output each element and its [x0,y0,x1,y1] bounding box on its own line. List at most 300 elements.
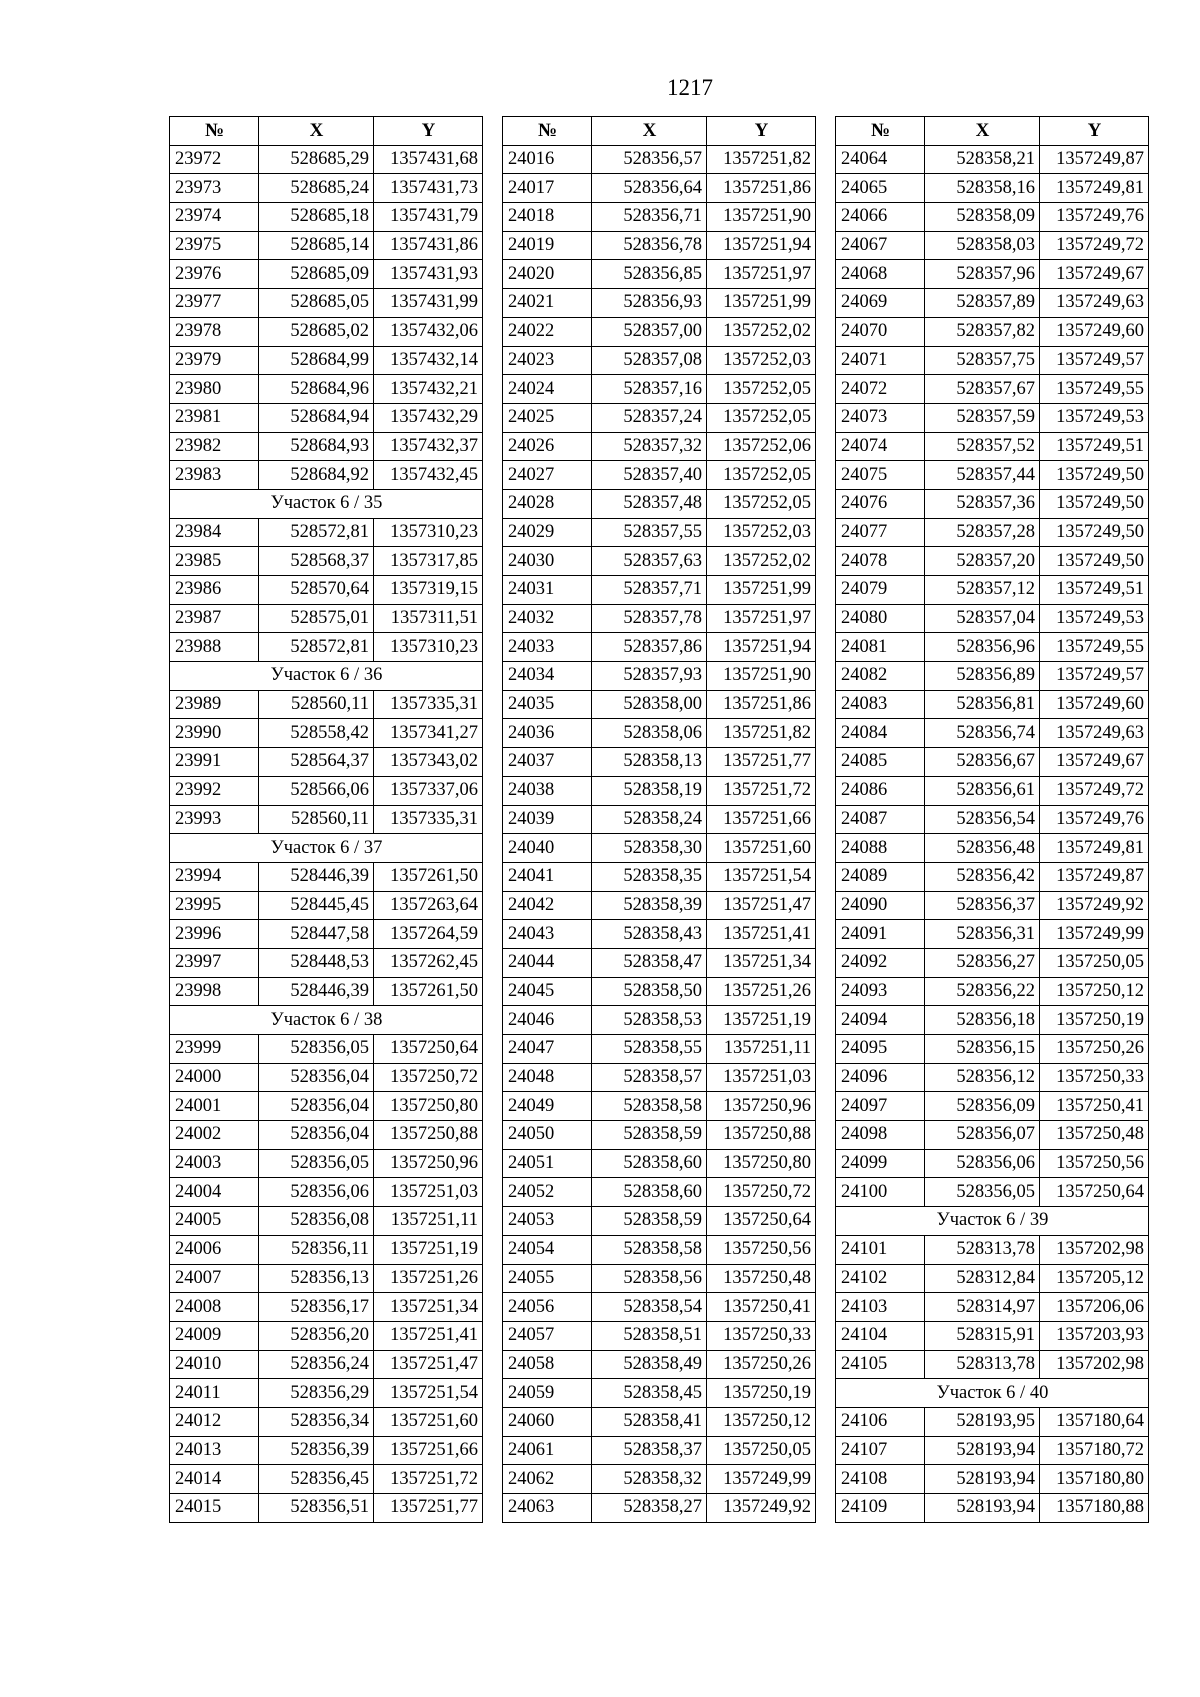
y-coordinate: 1357249,55 [1040,375,1149,404]
point-number: 24074 [836,432,925,461]
table-row [836,1063,1149,1092]
table-row [503,289,816,318]
point-number: 24049 [503,1092,592,1121]
point-number: 24037 [503,748,592,777]
page-number: 1217 [667,75,713,100]
point-number: 24009 [170,1321,259,1350]
table-row [503,862,816,891]
y-coordinate: 1357311,51 [374,604,483,633]
coordinates-table-2 [502,116,816,1523]
y-coordinate: 1357250,48 [1040,1121,1149,1150]
x-coordinate: 528356,07 [925,1121,1040,1150]
point-number: 24056 [503,1293,592,1322]
section-title: Участок 6 / 40 [836,1379,1149,1408]
point-number: 24050 [503,1121,592,1150]
table-row [170,1379,483,1408]
point-number: 24104 [836,1321,925,1350]
table-row [836,1035,1149,1064]
x-coordinate: 528358,49 [592,1350,707,1379]
y-coordinate: 1357249,92 [707,1494,816,1523]
y-coordinate: 1357180,80 [1040,1465,1149,1494]
point-number: 23996 [170,920,259,949]
point-number: 24017 [503,174,592,203]
x-coordinate: 528358,60 [592,1149,707,1178]
point-number: 23978 [170,317,259,346]
point-number: 23980 [170,375,259,404]
x-coordinate: 528312,84 [925,1264,1040,1293]
x-coordinate: 528356,08 [259,1207,374,1236]
table-row [503,432,816,461]
y-coordinate: 1357250,64 [707,1207,816,1236]
x-coordinate: 528358,57 [592,1063,707,1092]
y-coordinate: 1357250,05 [1040,948,1149,977]
table-row [503,1149,816,1178]
point-number: 24109 [836,1494,925,1523]
x-coordinate: 528685,09 [259,260,374,289]
y-coordinate: 1357250,96 [707,1092,816,1121]
table-row [836,518,1149,547]
x-coordinate: 528357,89 [925,289,1040,318]
x-coordinate: 528356,89 [925,662,1040,691]
y-coordinate: 1357432,37 [374,432,483,461]
x-coordinate: 528358,53 [592,1006,707,1035]
y-coordinate: 1357205,12 [1040,1264,1149,1293]
x-coordinate: 528445,45 [259,891,374,920]
point-number: 24107 [836,1436,925,1465]
y-coordinate: 1357335,31 [374,805,483,834]
y-coordinate: 1357249,50 [1040,547,1149,576]
table-row [170,1207,483,1236]
y-coordinate: 1357249,50 [1040,461,1149,490]
point-number: 24004 [170,1178,259,1207]
x-coordinate: 528356,85 [592,260,707,289]
point-number: 24106 [836,1407,925,1436]
point-number: 23985 [170,547,259,576]
x-coordinate: 528356,31 [925,920,1040,949]
table-row [836,461,1149,490]
x-coordinate: 528356,15 [925,1035,1040,1064]
table-row [170,203,483,232]
table-row [836,748,1149,777]
header-y: Y [374,117,483,146]
x-coordinate: 528193,94 [925,1494,1040,1523]
table-row [503,690,816,719]
point-number: 24058 [503,1350,592,1379]
x-coordinate: 528358,39 [592,891,707,920]
y-coordinate: 1357180,72 [1040,1436,1149,1465]
table-row [170,1465,483,1494]
point-number: 24002 [170,1121,259,1150]
table-row [836,1494,1149,1523]
y-coordinate: 1357251,41 [707,920,816,949]
point-number: 23999 [170,1035,259,1064]
x-coordinate: 528358,59 [592,1207,707,1236]
table-row [503,920,816,949]
header-number: № [836,117,925,146]
x-coordinate: 528315,91 [925,1321,1040,1350]
point-number: 23977 [170,289,259,318]
y-coordinate: 1357251,86 [707,174,816,203]
y-coordinate: 1357250,26 [707,1350,816,1379]
x-coordinate: 528357,67 [925,375,1040,404]
point-number: 24068 [836,260,925,289]
x-coordinate: 528357,00 [592,317,707,346]
point-number: 24035 [503,690,592,719]
x-coordinate: 528356,78 [592,231,707,260]
y-coordinate: 1357249,63 [1040,289,1149,318]
x-coordinate: 528358,56 [592,1264,707,1293]
point-number: 24075 [836,461,925,490]
table-row [836,862,1149,891]
table-row [503,203,816,232]
x-coordinate: 528358,16 [925,174,1040,203]
section-row [836,1379,1149,1408]
table-row [170,805,483,834]
point-number: 24040 [503,834,592,863]
table-row [503,1350,816,1379]
x-coordinate: 528356,37 [925,891,1040,920]
table-row [170,1321,483,1350]
table-row [503,260,816,289]
x-coordinate: 528566,06 [259,776,374,805]
table-row [836,633,1149,662]
x-coordinate: 528356,71 [592,203,707,232]
y-coordinate: 1357250,12 [707,1407,816,1436]
x-coordinate: 528314,97 [925,1293,1040,1322]
table-row [170,317,483,346]
y-coordinate: 1357251,72 [374,1465,483,1494]
point-number: 24018 [503,203,592,232]
y-coordinate: 1357249,55 [1040,633,1149,662]
point-number: 24013 [170,1436,259,1465]
x-coordinate: 528685,29 [259,145,374,174]
point-number: 24010 [170,1350,259,1379]
y-coordinate: 1357252,03 [707,518,816,547]
table-row [836,145,1149,174]
x-coordinate: 528684,93 [259,432,374,461]
point-number: 24021 [503,289,592,318]
point-number: 24073 [836,403,925,432]
y-coordinate: 1357431,99 [374,289,483,318]
point-number: 24014 [170,1465,259,1494]
x-coordinate: 528357,59 [925,403,1040,432]
point-number: 24054 [503,1235,592,1264]
section-title: Участок 6 / 39 [836,1207,1149,1236]
table-row [836,805,1149,834]
y-coordinate: 1357250,96 [374,1149,483,1178]
y-coordinate: 1357202,98 [1040,1235,1149,1264]
table-row [503,805,816,834]
y-coordinate: 1357249,63 [1040,719,1149,748]
point-number: 24033 [503,633,592,662]
y-coordinate: 1357432,21 [374,375,483,404]
point-number: 24036 [503,719,592,748]
table-row [836,1235,1149,1264]
y-coordinate: 1357262,45 [374,948,483,977]
y-coordinate: 1357249,60 [1040,690,1149,719]
table-row [170,1264,483,1293]
point-number: 23993 [170,805,259,834]
y-coordinate: 1357249,72 [1040,776,1149,805]
table-row [503,576,816,605]
y-coordinate: 1357250,88 [707,1121,816,1150]
point-number: 24008 [170,1293,259,1322]
x-coordinate: 528357,12 [925,576,1040,605]
x-coordinate: 528356,17 [259,1293,374,1322]
y-coordinate: 1357250,12 [1040,977,1149,1006]
x-coordinate: 528357,78 [592,604,707,633]
point-number: 23994 [170,862,259,891]
x-coordinate: 528356,05 [925,1178,1040,1207]
point-number: 24055 [503,1264,592,1293]
x-coordinate: 528358,21 [925,145,1040,174]
x-coordinate: 528357,32 [592,432,707,461]
y-coordinate: 1357251,41 [374,1321,483,1350]
table-row [503,1006,816,1035]
point-number: 24094 [836,1006,925,1035]
y-coordinate: 1357251,77 [374,1494,483,1523]
table-row [836,920,1149,949]
point-number: 24000 [170,1063,259,1092]
point-number: 24034 [503,662,592,691]
x-coordinate: 528357,52 [925,432,1040,461]
table-row [503,948,816,977]
table-row [170,776,483,805]
x-coordinate: 528358,30 [592,834,707,863]
table-row [503,662,816,691]
table-row [836,977,1149,1006]
x-coordinate: 528358,32 [592,1465,707,1494]
table-row [836,231,1149,260]
point-number: 24080 [836,604,925,633]
x-coordinate: 528356,24 [259,1350,374,1379]
table-row [836,1006,1149,1035]
table-row [503,461,816,490]
point-number: 24022 [503,317,592,346]
y-coordinate: 1357249,53 [1040,403,1149,432]
y-coordinate: 1357251,60 [707,834,816,863]
y-coordinate: 1357251,99 [707,289,816,318]
y-coordinate: 1357261,50 [374,862,483,891]
table-row [836,1121,1149,1150]
point-number: 23984 [170,518,259,547]
table-row [170,231,483,260]
point-number: 24092 [836,948,925,977]
point-number: 24071 [836,346,925,375]
x-coordinate: 528570,64 [259,576,374,605]
x-coordinate: 528356,54 [925,805,1040,834]
header-y: Y [707,117,816,146]
x-coordinate: 528358,45 [592,1379,707,1408]
point-number: 24062 [503,1465,592,1494]
point-number: 24019 [503,231,592,260]
header-number: № [503,117,592,146]
y-coordinate: 1357249,50 [1040,489,1149,518]
y-coordinate: 1357249,53 [1040,604,1149,633]
point-number: 24064 [836,145,925,174]
y-coordinate: 1357249,99 [1040,920,1149,949]
point-number: 24026 [503,432,592,461]
point-number: 24029 [503,518,592,547]
y-coordinate: 1357252,03 [707,346,816,375]
table-row [170,1494,483,1523]
table-header-row [170,117,483,146]
x-coordinate: 528356,20 [259,1321,374,1350]
x-coordinate: 528357,44 [925,461,1040,490]
point-number: 24087 [836,805,925,834]
x-coordinate: 528356,67 [925,748,1040,777]
point-number: 24081 [836,633,925,662]
y-coordinate: 1357252,02 [707,317,816,346]
table-row [836,604,1149,633]
point-number: 23990 [170,719,259,748]
x-coordinate: 528358,47 [592,948,707,977]
table-row [170,174,483,203]
table-row [170,719,483,748]
y-coordinate: 1357250,72 [707,1178,816,1207]
y-coordinate: 1357250,64 [374,1035,483,1064]
table-row [503,1092,816,1121]
table-row [170,604,483,633]
section-row [170,834,483,863]
table-row [503,1379,816,1408]
table-row [836,948,1149,977]
x-coordinate: 528684,99 [259,346,374,375]
table-row [836,1465,1149,1494]
point-number: 24061 [503,1436,592,1465]
table-row [170,862,483,891]
table-header-row [503,117,816,146]
point-number: 24076 [836,489,925,518]
point-number: 24099 [836,1149,925,1178]
table-row [170,1407,483,1436]
table-row [170,260,483,289]
point-number: 24059 [503,1379,592,1408]
x-coordinate: 528448,53 [259,948,374,977]
y-coordinate: 1357249,57 [1040,346,1149,375]
table-row [503,1321,816,1350]
table-row [503,748,816,777]
header-x: X [259,117,374,146]
point-number: 24066 [836,203,925,232]
x-coordinate: 528357,28 [925,518,1040,547]
y-coordinate: 1357252,05 [707,403,816,432]
table-row [836,346,1149,375]
table-row [170,1149,483,1178]
x-coordinate: 528356,61 [925,776,1040,805]
y-coordinate: 1357251,86 [707,690,816,719]
x-coordinate: 528358,37 [592,1436,707,1465]
y-coordinate: 1357264,59 [374,920,483,949]
point-number: 24070 [836,317,925,346]
x-coordinate: 528572,81 [259,633,374,662]
y-coordinate: 1357251,34 [707,948,816,977]
table-row [836,403,1149,432]
y-coordinate: 1357206,06 [1040,1293,1149,1322]
x-coordinate: 528358,59 [592,1121,707,1150]
y-coordinate: 1357250,05 [707,1436,816,1465]
point-number: 24043 [503,920,592,949]
y-coordinate: 1357251,66 [374,1436,483,1465]
y-coordinate: 1357432,06 [374,317,483,346]
y-coordinate: 1357250,64 [1040,1178,1149,1207]
point-number: 23998 [170,977,259,1006]
x-coordinate: 528356,05 [259,1035,374,1064]
y-coordinate: 1357251,82 [707,145,816,174]
table-row [170,1350,483,1379]
table-row [170,633,483,662]
x-coordinate: 528357,63 [592,547,707,576]
x-coordinate: 528356,45 [259,1465,374,1494]
table-row [503,403,816,432]
y-coordinate: 1357252,05 [707,489,816,518]
point-number: 23991 [170,748,259,777]
table-row [836,489,1149,518]
section-row [170,489,483,518]
y-coordinate: 1357249,76 [1040,805,1149,834]
y-coordinate: 1357432,14 [374,346,483,375]
x-coordinate: 528356,27 [925,948,1040,977]
y-coordinate: 1357261,50 [374,977,483,1006]
y-coordinate: 1357250,80 [374,1092,483,1121]
point-number: 24072 [836,375,925,404]
y-coordinate: 1357250,26 [1040,1035,1149,1064]
table-row [170,920,483,949]
point-number: 24105 [836,1350,925,1379]
point-number: 23989 [170,690,259,719]
y-coordinate: 1357251,11 [707,1035,816,1064]
table-row [503,1235,816,1264]
point-number: 24079 [836,576,925,605]
point-number: 24020 [503,260,592,289]
point-number: 24038 [503,776,592,805]
y-coordinate: 1357431,86 [374,231,483,260]
table-row [170,690,483,719]
table-row [836,260,1149,289]
point-number: 24063 [503,1494,592,1523]
table-row [836,1092,1149,1121]
x-coordinate: 528357,82 [925,317,1040,346]
section-title: Участок 6 / 38 [170,1006,483,1035]
table-row [836,1321,1149,1350]
y-coordinate: 1357251,94 [707,231,816,260]
x-coordinate: 528572,81 [259,518,374,547]
table-row [170,289,483,318]
x-coordinate: 528356,74 [925,719,1040,748]
y-coordinate: 1357251,47 [707,891,816,920]
y-coordinate: 1357250,41 [1040,1092,1149,1121]
table-row [503,145,816,174]
point-number: 23975 [170,231,259,260]
x-coordinate: 528356,22 [925,977,1040,1006]
x-coordinate: 528356,57 [592,145,707,174]
table-row [170,346,483,375]
y-coordinate: 1357251,26 [374,1264,483,1293]
table-row [170,1092,483,1121]
x-coordinate: 528357,20 [925,547,1040,576]
table-row [836,547,1149,576]
point-number: 24046 [503,1006,592,1035]
table-row [836,203,1149,232]
point-number: 24060 [503,1407,592,1436]
point-number: 24091 [836,920,925,949]
point-number: 24028 [503,489,592,518]
x-coordinate: 528356,11 [259,1235,374,1264]
x-coordinate: 528685,14 [259,231,374,260]
point-number: 24089 [836,862,925,891]
table-row [503,174,816,203]
x-coordinate: 528358,24 [592,805,707,834]
